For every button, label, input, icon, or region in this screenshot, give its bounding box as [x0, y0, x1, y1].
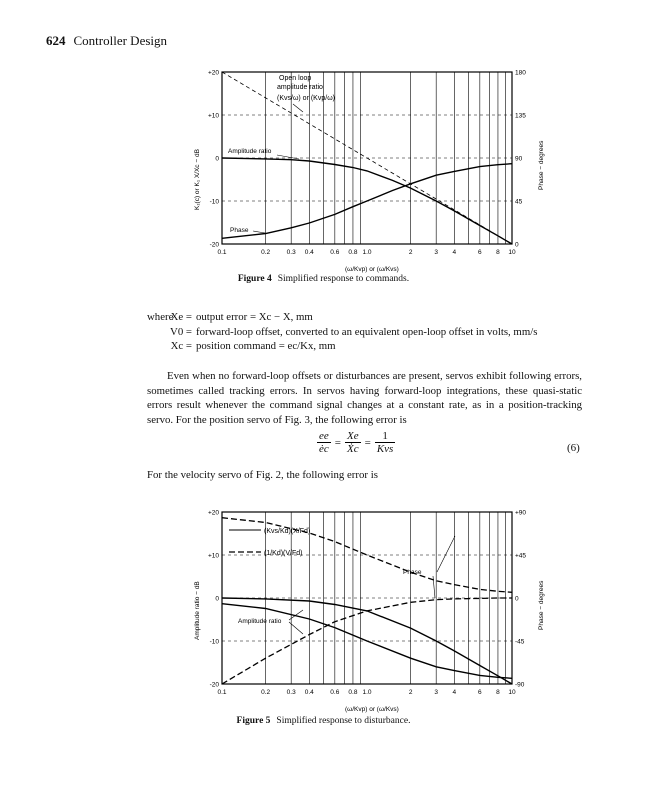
figure-5-caption: Figure 5 Simplified response to disturbance. — [236, 716, 411, 726]
definition-row: V0 = forward-loop offset, converted to an equivalent open-loop offset in volts, mm/s — [170, 325, 538, 338]
fig5-y-left-label: Amplitude ratio − dB — [194, 581, 201, 640]
legend-solid-label: (Kvs/Kd)(X/Fd) — [264, 528, 311, 535]
fig5-y-right-tick-label: -90 — [515, 681, 525, 689]
fig5-x-tick-label: 0.6 — [330, 689, 340, 696]
fig5-x-tick-label: 0.8 — [348, 689, 358, 696]
fig5-x-tick-label: 1.0 — [362, 689, 372, 696]
fig4-y-right-tick-label: 0 — [515, 241, 519, 249]
fig5-x-tick-label: 8 — [496, 689, 500, 696]
fig5-x-tick-label: 3 — [434, 689, 438, 696]
fig5-annot-leader — [289, 536, 455, 634]
fig4-annot-amplitude: Amplitude ratio — [228, 148, 272, 155]
page-number: 624 — [46, 33, 66, 48]
fig4-x-tick-label: 0.4 — [304, 249, 314, 256]
fig4-x-tick-label: 2 — [408, 249, 413, 256]
fig4-y-right-tick-label: 45 — [515, 198, 523, 206]
figure-5-chart — [185, 500, 555, 720]
legend-dashed-label: (1/Kd)(V/Fd) — [264, 550, 303, 557]
body-paragraph: For the velocity servo of Fig. 2, the following error is — [147, 469, 378, 481]
fig4-annot-openloop-1: Open loop — [279, 75, 312, 82]
body-paragraph: Even when no forward-loop offsets or disturbances are present, servos exhibit following errors, sometimes called tracking errors. In servos having forward-loop integrations, these quasi-static errors result whenever the command signal changes at a constant rate, as in a position-tracking servo. For the position servo of Fig. 3, the following error is — [147, 370, 582, 426]
fig5-y-left-tick-label: +20 — [207, 509, 219, 517]
equation-number: (6) — [567, 442, 580, 454]
fig4-x-tick-label: 4 — [452, 249, 457, 256]
fig5-x-tick-label: 6 — [478, 689, 482, 696]
fig4-x-tick-label: 0.3 — [286, 249, 296, 256]
fig4-y-left-tick-label: +20 — [207, 69, 219, 77]
fig4-x-tick-label: 10 — [508, 249, 516, 256]
fig5-y-right-tick-label: +90 — [515, 509, 527, 517]
fig5-x-tick-label: 0.4 — [304, 689, 314, 696]
fig4-x-tick-label: 0.1 — [217, 249, 227, 256]
fig4-y-right-tick-label: 90 — [515, 155, 523, 163]
fig4-y-left-tick-label: -20 — [209, 241, 219, 249]
fig4-y-left-tick-label: 0 — [215, 155, 219, 163]
fig4-y-right-tick-label: 180 — [515, 69, 526, 77]
fig4-y-left-tick-label: -10 — [209, 198, 219, 206]
figure-4-caption: Figure 4 Simplified response to commands. — [237, 274, 410, 284]
fig5-x-tick-label: 4 — [452, 689, 457, 696]
fig5-x-tick-label: 0.1 — [217, 689, 227, 696]
figure-4-chart — [185, 60, 555, 280]
fig4-annot-leader — [253, 104, 303, 233]
fig5-x-label: (ω/Kvp) or (ω/Kvs) — [345, 706, 399, 713]
fig5-x-tick-label: 0.2 — [261, 689, 271, 696]
fig4-x-tick-label: 0.2 — [261, 249, 271, 256]
fig5-y-right-label: Phase − degrees — [538, 580, 545, 630]
fig5-x-tick-label: 10 — [508, 689, 516, 696]
fig4-y-left-tick-label: +10 — [207, 112, 219, 120]
page-header — [46, 33, 167, 49]
running-title: Controller Design — [73, 33, 168, 48]
fig5-annot-phase: Phase — [403, 569, 422, 576]
fig5-y-left-tick-label: 0 — [215, 595, 219, 603]
fig5-y-left-tick-label: -10 — [209, 638, 219, 646]
fig4-annot-openloop-3: (Kvs/ω) or (Kvp/ω) — [277, 95, 335, 102]
fig4-x-tick-label: 6 — [478, 249, 482, 256]
equation-6: ee = Xe = 1 ėc Ẋc Kvs — [319, 430, 394, 455]
fig4-x-label: (ω/Kvp) or (ω/Kvs) — [345, 266, 399, 273]
fig5-annot-amplitude: Amplitude ratio — [238, 618, 282, 625]
fig4-x-tick-label: 0.6 — [330, 249, 340, 256]
fig5-y-left-tick-label: -20 — [209, 681, 219, 689]
fig4-x-tick-label: 0.8 — [348, 249, 358, 256]
fig5-y-right-tick-label: -45 — [515, 638, 525, 646]
fig5-y-left-tick-label: +10 — [207, 552, 219, 560]
fig4-annot-phase: Phase — [230, 227, 249, 234]
fig4-x-tick-label: 1.0 — [362, 249, 372, 256]
fig4-x-tick-label: 8 — [496, 249, 500, 256]
fig4-x-tick-label: 3 — [434, 249, 438, 256]
fig4-annot-openloop-2: amplitude ratio — [277, 84, 323, 91]
fig4-y-left-label: K₁(c) or K₁ X/Xc − dB — [194, 149, 201, 210]
definition-row: where Xe = output error = Xc − X, mm — [147, 311, 313, 323]
fig5-y-right-tick-label: +45 — [515, 552, 527, 560]
fig5-x-tick-label: 0.3 — [286, 689, 296, 696]
fig4-y-right-label: Phase − degrees — [538, 140, 545, 190]
definition-row: Xc = position command = ec/Kx, mm — [170, 340, 336, 353]
definition-list — [147, 310, 587, 354]
fig4-y-right-tick-label: 135 — [515, 112, 526, 120]
fig5-x-tick-label: 2 — [408, 689, 413, 696]
fig5-y-right-tick-label: 0 — [515, 595, 519, 603]
